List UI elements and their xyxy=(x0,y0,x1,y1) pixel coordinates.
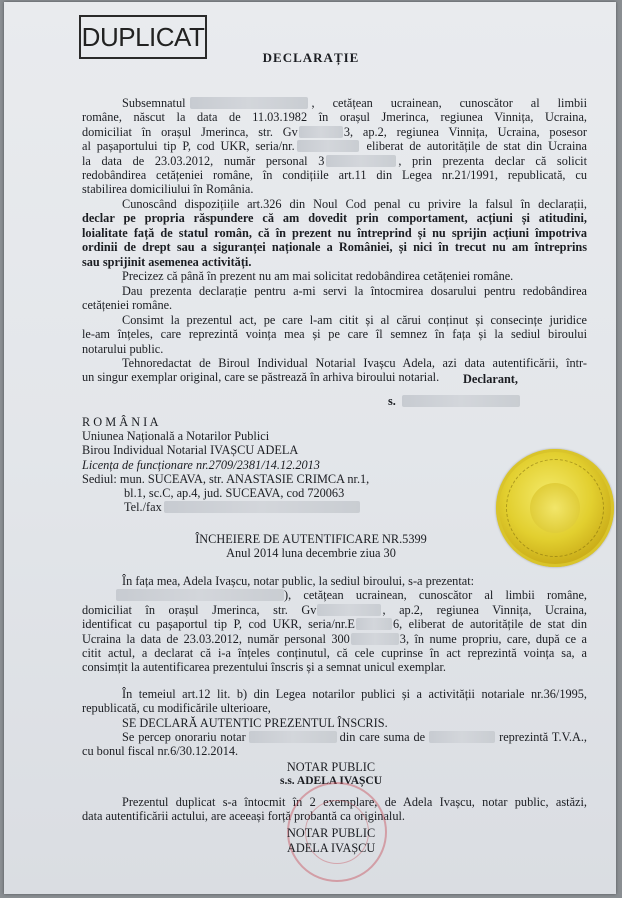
closing-paragraph-1 xyxy=(82,574,587,675)
text-line: ), cetățean ucrainean, cunoscător al limbii române, xyxy=(82,588,587,602)
text-line: Precizez că până în prezent nu am mai solicitat redobândirea cetățeniei române. xyxy=(122,269,514,283)
notary-office-header xyxy=(82,415,369,514)
redaction xyxy=(297,140,359,152)
stamp-notary-title: NOTAR PUBLIC xyxy=(287,826,376,840)
closing-date: Anul 2014 luna decembrie ziua 30 xyxy=(226,546,396,560)
text-line: le-am înțeles, care reprezintă voința mea și pe care îl semnez în fața și la sediul biroului xyxy=(82,327,587,342)
text-line: Se percep onorariu notar din care suma de reprezintă T.V.A., xyxy=(122,730,588,744)
office-tel: Tel./fax xyxy=(82,500,369,514)
text-line: un singur exemplar original, care se păstrează în arhiva biroului notarial. xyxy=(82,370,440,385)
duplicate-stamp: DUPLICAT xyxy=(79,15,207,59)
text-line: Subsemnatul , cetățean ucrainean, cunoscător al limbii xyxy=(122,96,587,110)
declaration-paragraph-3 xyxy=(82,269,587,283)
office-license: Licența de funcționare nr.2709/2381/14.12.2013 xyxy=(82,457,320,472)
text-line: consimțit la autentificarea prezentului înscris și a semnat unicul exemplar. xyxy=(82,660,447,675)
redaction xyxy=(326,155,396,167)
declaration-paragraph-5 xyxy=(82,313,587,356)
text-line: cetățeniei române. xyxy=(82,298,173,313)
text-line: declar pe propria răspundere că am dovedit prin comportament, acțiuni și atitudini, xyxy=(82,211,587,226)
text-line: Ucraina la data de 23.03.2012, număr personal 300 3, în nume propriu, care, după ce a xyxy=(82,631,587,646)
redaction xyxy=(317,604,381,616)
text-line: În fața mea, Adela Ivașcu, notar public, la sediul biroului, s-a prezentat: xyxy=(122,574,475,588)
text-line: cu bonul fiscal nr.6/30.12.2014. xyxy=(82,744,239,759)
declaration-paragraph-4 xyxy=(82,284,587,313)
text-line: domiciliat în orașul Jmerinca, str. Gv 3, ap.2, regiunea Vinnița, Ucraina, posesor xyxy=(82,124,588,139)
text-line: Tehnoredactat de Biroul Individual Notarial Ivașcu Adela, azi data autentificării, într- xyxy=(122,356,587,370)
text-line: Cunoscând dispozițiile art.326 din Noul Cod penal cu privire la falsul în declarații, xyxy=(122,197,587,211)
text-line: sau sprijinit asemenea activități. xyxy=(82,254,252,269)
notary-title: NOTAR PUBLIC xyxy=(286,760,376,774)
redaction xyxy=(299,126,343,138)
text-line: data autentificării actului, are aceeași forță probantă ca originalul. xyxy=(82,809,405,824)
redaction xyxy=(356,618,392,630)
office-country: R O M Â N I A xyxy=(82,415,159,429)
declarant-label: Declarant, xyxy=(463,372,518,386)
redaction xyxy=(249,731,337,743)
text-line: ordinii de drept sau a siguranței naționale a României, și nici în trecut nu am întreprins xyxy=(82,240,587,255)
text-line: Consimt la prezentul act, pe care l-am citit și al cărui conținut și consecințe juridice xyxy=(122,313,587,327)
text-line: citit actul, a declarat că i-a înțeles conținutul, că cele cuprinse în act reprezintă voința sa, a xyxy=(82,645,587,660)
text-line: redobândirea cetățeniei române, în condițiile art.11 din Legea nr.21/1991, republicată, cu xyxy=(82,167,587,182)
redaction xyxy=(116,589,284,601)
text-line: domiciliat în orașul Jmerinca, str. Gv , ap.2, regiunea Vinnița, Ucraina, xyxy=(82,602,588,617)
closing-paragraph-3 xyxy=(82,730,587,759)
notary-signature: s.s. ADELA IVAȘCU xyxy=(279,775,383,787)
text-line: stabilirea domiciliului în România. xyxy=(82,182,254,197)
text-line: identificat cu pașaportul tip P, cod UKR, seria/nr.E 6, eliberat de autoritățile de stat din xyxy=(82,617,587,632)
redaction xyxy=(351,633,399,645)
office-seat-2: bl.1, sc.C, ap.4, jud. SUCEAVA, cod 720063 xyxy=(124,486,345,501)
stamp-notary-name: ADELA IVAȘCU xyxy=(287,841,376,855)
declaration-paragraph-1 xyxy=(82,96,587,197)
text-line: la data de 23.03.2012, număr personal 3 , prin prezenta declar că solicit xyxy=(82,153,587,168)
text-line: al pașaportului tip P, cod UKR, seria/nr. eliberat de autoritățile de stat din Ucraina xyxy=(82,139,587,154)
authentic-declaration: SE DECLARĂ AUTENTIC PREZENTUL ÎNSCRIS. xyxy=(122,716,388,730)
redaction xyxy=(402,395,520,407)
document-title: DECLARAȚIE xyxy=(262,50,360,65)
text-line: Prezentul duplicat s-a întocmit în 2 exemplare, de Adela Ivașcu, notar public, astăzi, xyxy=(122,795,587,809)
text-line: republicată, cu modificările ulterioare, xyxy=(82,701,271,716)
office-bureau: Birou Individual Notarial IVAȘCU ADELA xyxy=(82,443,299,458)
office-seat: Sediul: mun. SUCEAVA, str. ANASTASIE CRIMCA nr.1, xyxy=(82,471,370,486)
declaration-paragraph-2 xyxy=(82,197,587,269)
office-union: Uniunea Națională a Notarilor Publici xyxy=(82,429,270,444)
closing-paragraph-2 xyxy=(82,687,587,716)
text-line: În temeiul art.12 lit. b) din Legea notarilor publici și a activității notariale nr.36/1995, xyxy=(122,687,587,701)
text-line: loialitate față de statul român, că în prezent nu întreprind și nu sprijin acțiuni împotriva xyxy=(82,225,587,240)
redaction xyxy=(164,501,360,513)
text-line: române, născut la data de 11.03.1982 în orașul Jmerinca, regiunea Vinnița, Ucraina, xyxy=(82,110,587,125)
redaction xyxy=(429,731,495,743)
redaction xyxy=(190,97,308,109)
closing-title: ÎNCHEIERE DE AUTENTIFICARE NR.5399 xyxy=(195,532,427,546)
declarant-signature: s. xyxy=(388,394,520,409)
text-line: notarului public. xyxy=(82,341,164,356)
text-line: Dau prezenta declarație pentru a-mi servi la întocmirea dosarului pentru redobândirea xyxy=(122,284,587,298)
